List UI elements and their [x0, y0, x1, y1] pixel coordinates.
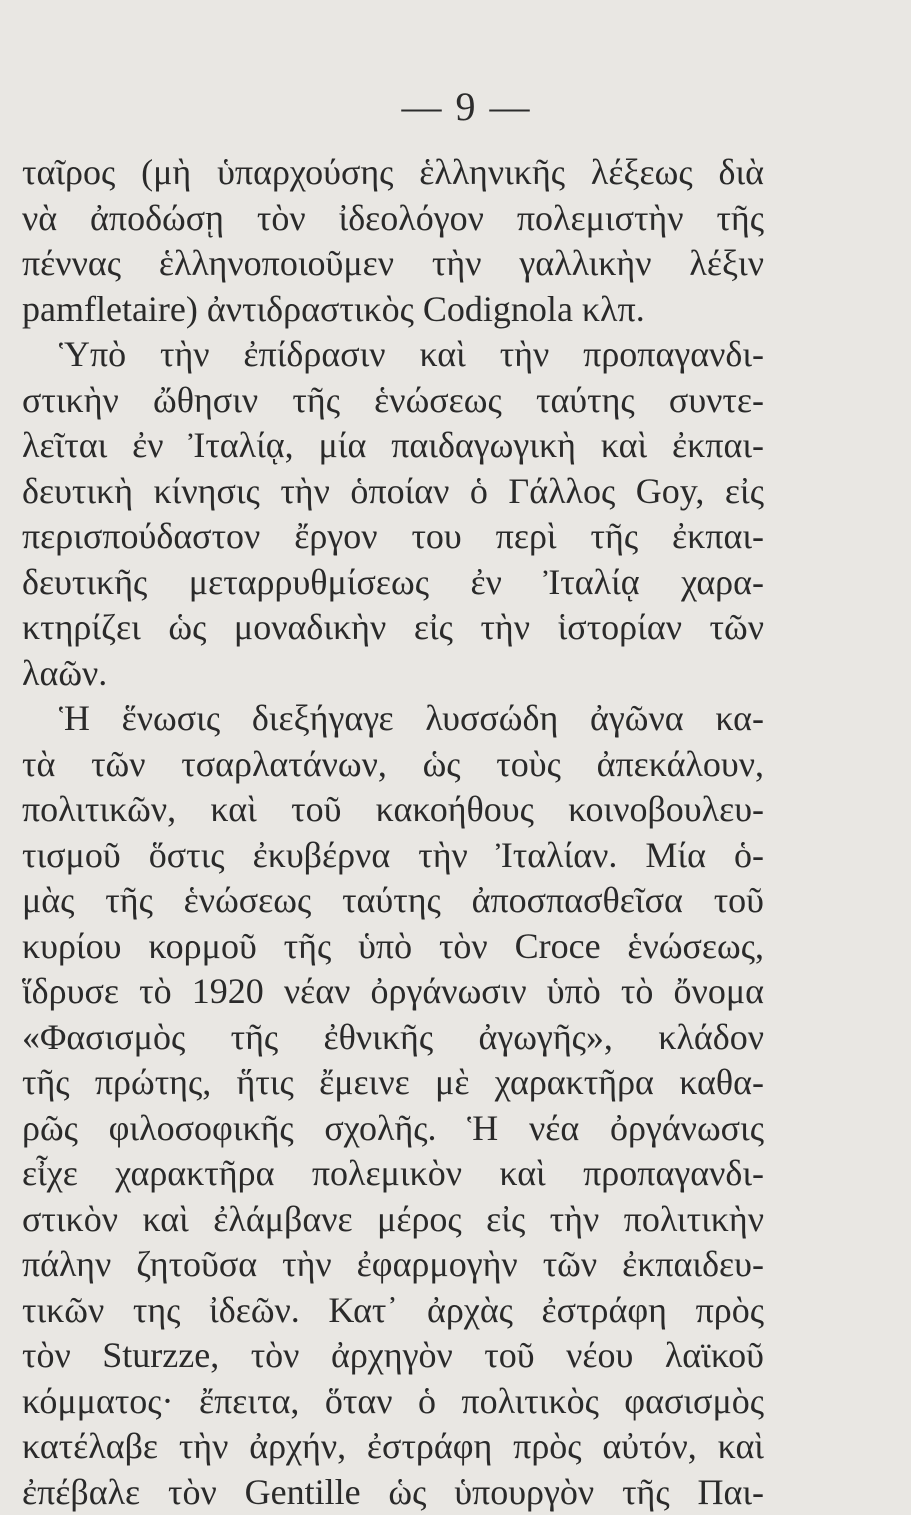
text-line: εἶχε χαρακτῆρα πολεμικὸν καὶ προπαγανδι-	[22, 1151, 764, 1197]
text-line: μὰς τῆς ἑνώσεως ταύτης ἀποσπασθεῖσα τοῦ	[22, 878, 764, 924]
text-line: πέννας ἑλληνοποιοῦμεν τὴν γαλλικὴν λέξιν	[22, 241, 764, 287]
text-line: λεῖται ἐν Ἰταλίᾳ, μία παιδαγωγικὴ καὶ ἐκπαι-	[22, 423, 764, 469]
text-line: «Φασισμὸς τῆς ἐθνικῆς ἀγωγῆς», κλάδον	[22, 1015, 764, 1061]
text-line: κόμματος· ἔπειτα, ὅταν ὁ πολιτικὸς φασισμὸς	[22, 1379, 764, 1425]
text-line: Ὑπὸ τὴν ἐπίδρασιν καὶ τὴν προπαγανδι-	[22, 332, 764, 378]
text-line: τικῶν της ἰδεῶν. Κατ᾽ ἀρχὰς ἐστράφη πρὸς	[22, 1288, 764, 1334]
text-line: περισπούδαστον ἔργον του περὶ τῆς ἐκπαι-	[22, 514, 764, 560]
text-line: νὰ ἀποδώσῃ τὸν ἰδεολόγον πολεμιστὴν τῆς	[22, 196, 764, 242]
text-line: λαῶν.	[22, 651, 764, 697]
text-line: δευτικῆς μεταρρυθμίσεως ἐν Ἰταλίᾳ χαρα-	[22, 560, 764, 606]
text-line: πολιτικῶν, καὶ τοῦ κακοήθους κοινοβουλευ-	[22, 787, 764, 833]
text-line: τὰ τῶν τσαρλατάνων, ὡς τοὺς ἀπεκάλουν,	[22, 742, 764, 788]
text-line: τὸν Sturzze, τὸν ἀρχηγὸν τοῦ νέου λαϊκοῦ	[22, 1333, 764, 1379]
text-line: ἵδρυσε τὸ 1920 νέαν ὀργάνωσιν ὑπὸ τὸ ὄνομα	[22, 969, 764, 1015]
text-line: ταῖρος (μὴ ὑπαρχούσης ἑλληνικῆς λέξεως διὰ	[22, 150, 764, 196]
text-line: ρῶς φιλοσοφικῆς σχολῆς. Ἡ νέα ὀργάνωσις	[22, 1106, 764, 1152]
body-text	[22, 150, 764, 1515]
text-line: κτηρίζει ὡς μοναδικὴν εἰς τὴν ἱστορίαν τῶν	[22, 605, 764, 651]
text-line: τισμοῦ ὅστις ἐκυβέρνα τὴν Ἰταλίαν. Μία ὁ-	[22, 833, 764, 879]
text-line: δευτικὴ κίνησις τὴν ὁποίαν ὁ Γάλλος Goy, εἰς	[22, 469, 764, 515]
text-line: κυρίου κορμοῦ τῆς ὑπὸ τὸν Croce ἑνώσεως,	[22, 924, 764, 970]
text-line: ἐπέβαλε τὸν Gentille ὡς ὑπουργὸν τῆς Παι-	[22, 1470, 764, 1515]
text-line: τῆς πρώτης, ἥτις ἔμεινε μὲ χαρακτῆρα καθα-	[22, 1060, 764, 1106]
text-line: κατέλαβε τὴν ἀρχήν, ἐστράφη πρὸς αὐτόν, καὶ	[22, 1424, 764, 1470]
text-line: στικὴν ὤθησιν τῆς ἑνώσεως ταύτης συντε-	[22, 378, 764, 424]
text-line: στικὸν καὶ ἐλάμβανε μέρος εἰς τὴν πολιτικὴν	[22, 1197, 764, 1243]
text-line: pamfletaire) ἀντιδραστικὸς Codignola κλπ.	[22, 287, 764, 333]
page-number: — 9 —	[0, 82, 911, 132]
text-line: Ἡ ἕνωσις διεξήγαγε λυσσώδη ἀγῶνα κα-	[22, 696, 764, 742]
text-line: πάλην ζητοῦσα τὴν ἐφαρμογὴν τῶν ἐκπαιδευ-	[22, 1242, 764, 1288]
